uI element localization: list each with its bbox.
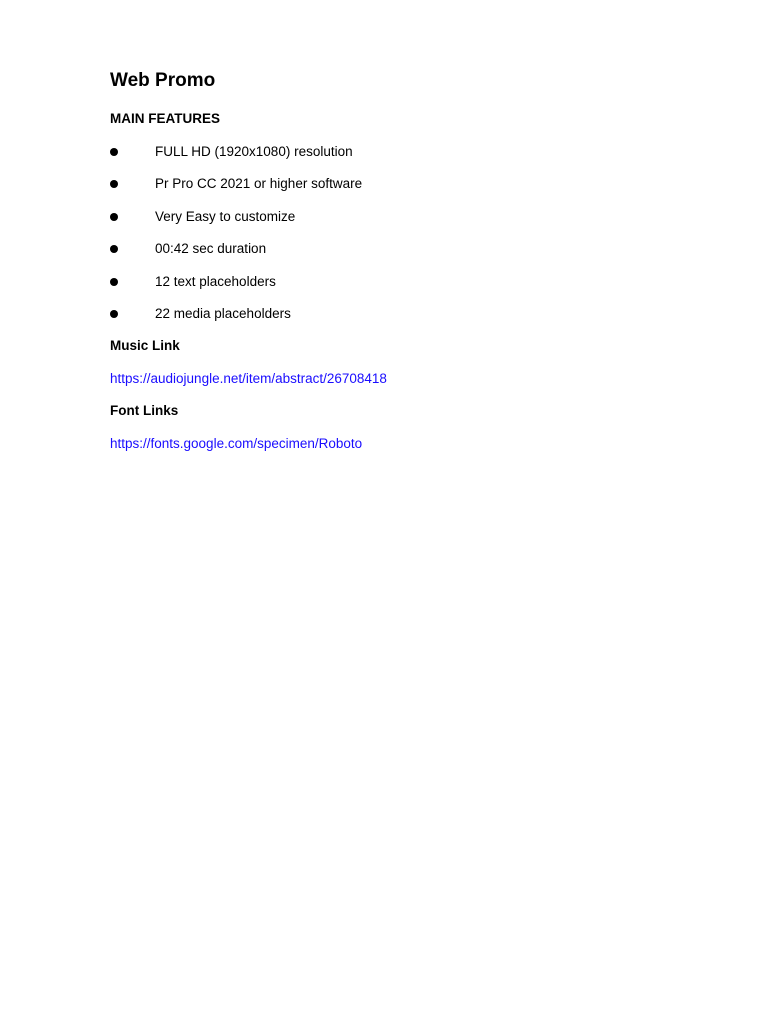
main-features-heading: MAIN FEATURES (110, 111, 220, 126)
feature-text: 00:42 sec duration (155, 241, 267, 257)
list-item (110, 240, 670, 258)
feature-text: 12 text placeholders (155, 273, 276, 289)
feature-text: FULL HD (1920x1080) resolution (155, 144, 353, 159)
bullet-icon (110, 310, 118, 318)
page-title: Web Promo (110, 70, 216, 91)
list-item (110, 305, 670, 323)
bullet-icon (110, 245, 118, 253)
list-item (110, 208, 670, 226)
bullet-icon (110, 278, 118, 286)
font-link[interactable]: https://fonts.google.com/specimen/Roboto (110, 435, 363, 451)
document-content (110, 68, 670, 453)
music-link[interactable]: https://audiojungle.net/item/abstract/26708418 (110, 370, 387, 386)
feature-text: Pr Pro CC 2021 or higher software (155, 176, 363, 192)
feature-list (110, 143, 670, 323)
list-item (110, 143, 670, 161)
bullet-icon (110, 213, 118, 221)
bullet-icon (110, 148, 118, 156)
feature-text: Very Easy to customize (155, 208, 296, 224)
list-item (110, 273, 670, 291)
bullet-icon (110, 180, 118, 188)
font-links-heading: Font Links (110, 403, 179, 419)
list-item (110, 175, 670, 193)
feature-text: 22 media placeholders (155, 305, 291, 321)
music-link-heading: Music Link (110, 338, 180, 354)
